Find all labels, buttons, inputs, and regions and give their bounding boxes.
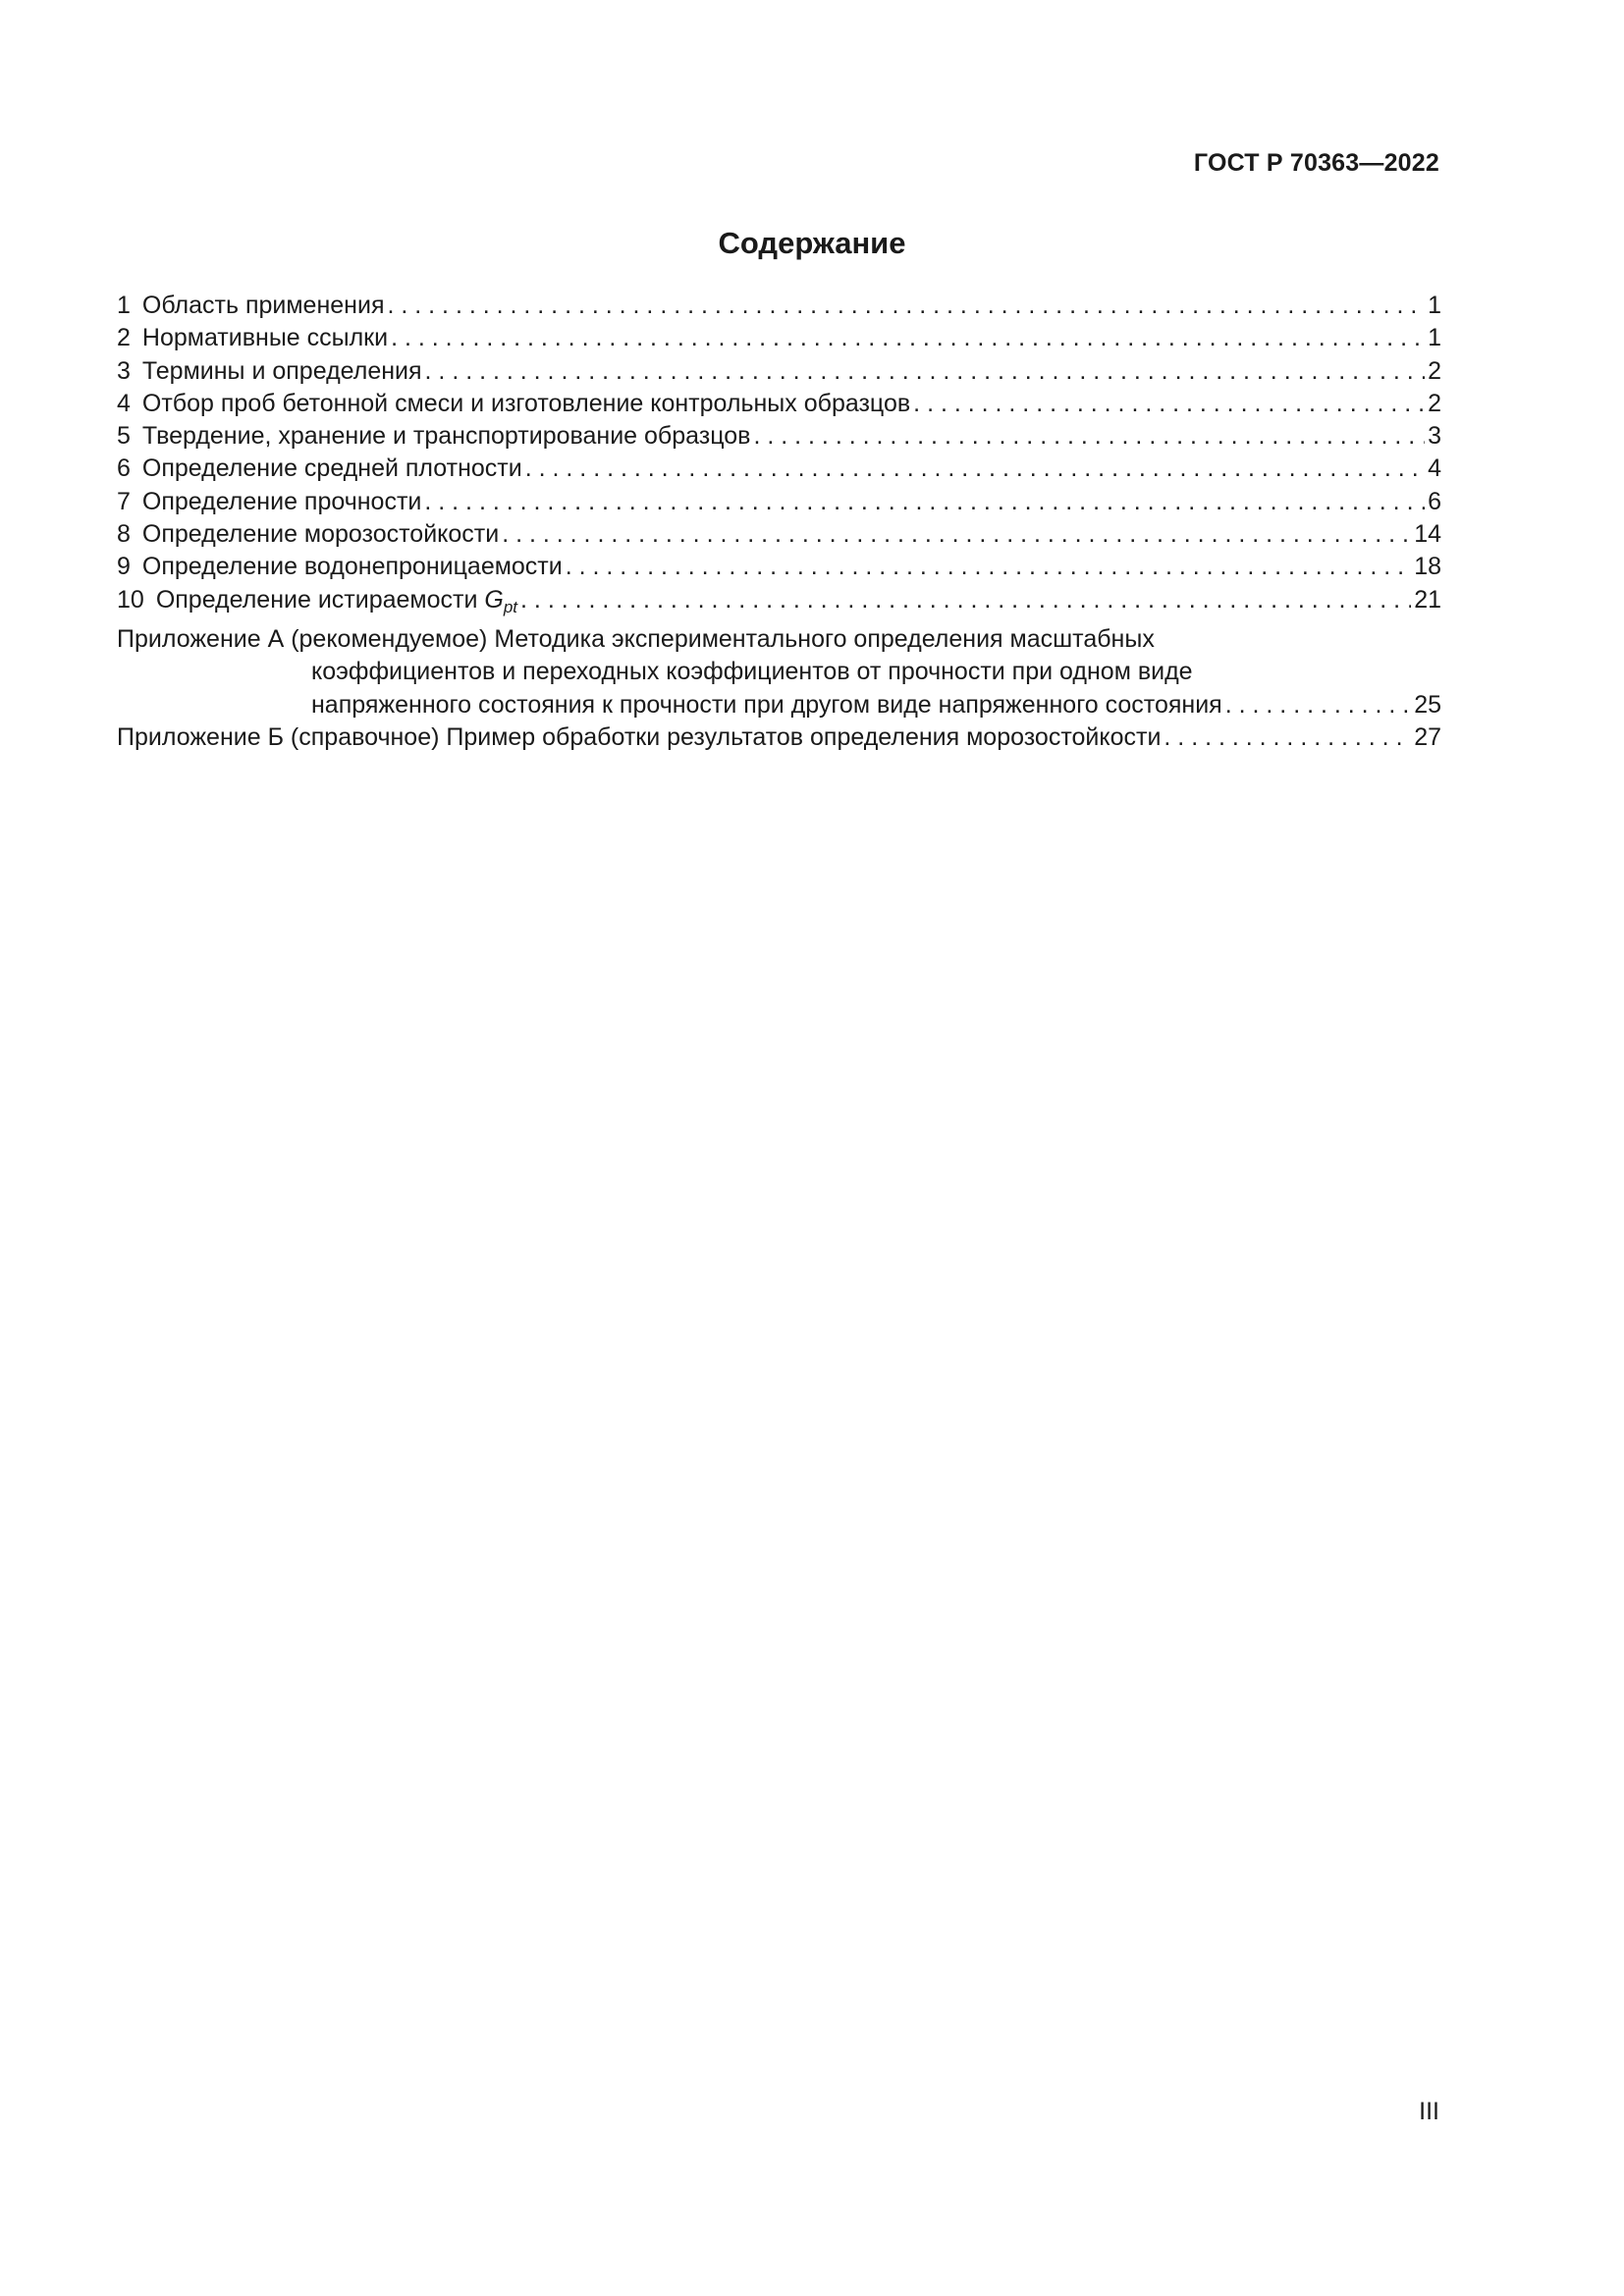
toc-page-number: 1 (1428, 292, 1441, 319)
dot-leader (525, 453, 1425, 485)
toc-item-text: 7 Определение прочности (117, 487, 422, 515)
toc-item-text: 2 Нормативные ссылки (117, 324, 389, 352)
dot-leader (1225, 689, 1411, 721)
symbol-g: G (484, 585, 504, 614)
toc-item-text: 4 Отбор проб бетонной смеси и изготовление контрольных образцов (117, 389, 911, 417)
toc-item-text: 1 Область применения (117, 292, 385, 319)
toc-item-7[interactable] (117, 486, 1441, 518)
toc-item-3[interactable] (117, 355, 1441, 388)
annex-b-text: Приложение Б (справочное) Пример обработки результатов определения морозостойкости (117, 722, 1162, 751)
toc-item-2[interactable] (117, 322, 1441, 354)
dot-leader (387, 290, 1425, 322)
toc-item-text: 3 Термины и определения (117, 356, 422, 385)
page-number: III (1419, 2098, 1439, 2125)
dot-leader (1164, 721, 1411, 754)
dot-leader (753, 420, 1425, 453)
toc-item-text: 9 Определение водонепроницаемости (117, 553, 563, 581)
dot-leader (425, 355, 1426, 388)
toc-item-text: 10 Определение истираемости $G_{pt}$ (117, 585, 518, 616)
toc-item-6[interactable] (117, 453, 1441, 485)
toc-page-number: 2 (1428, 389, 1441, 417)
toc-page-number: 4 (1428, 454, 1441, 483)
toc-item-text: 6 Определение средней плотности (117, 454, 522, 483)
dot-leader (502, 518, 1411, 551)
toc-page-number: 21 (1414, 585, 1441, 614)
toc-page-number: 6 (1428, 487, 1441, 515)
dot-leader (391, 322, 1425, 354)
annex-a-line-1: Приложение А (рекомендуемое) Методика экспериментального определения масштабных (117, 624, 1155, 653)
dot-leader (913, 388, 1425, 420)
symbol-subscript: pt (503, 597, 518, 616)
toc-item-text: 8 Определение морозостойкости (117, 520, 500, 549)
toc-annex-a[interactable] (117, 623, 1441, 721)
toc-item-10[interactable] (117, 584, 1441, 623)
toc-item-4[interactable] (117, 388, 1441, 420)
toc-annex-b[interactable] (117, 721, 1441, 754)
toc-item-text: 5 Твердение, хранение и транспортирование образцов (117, 422, 751, 451)
toc-item-8[interactable] (117, 518, 1441, 551)
annex-a-line-3: напряженного состояния к прочности при другом виде напряженного состояния (311, 690, 1222, 719)
page-title: Содержание (718, 226, 906, 260)
toc-page-number: 18 (1414, 553, 1441, 581)
toc-page-number: 14 (1414, 520, 1441, 549)
toc-page-number: 25 (1414, 690, 1441, 719)
doc-code: ГОСТ Р 70363—2022 (1193, 149, 1439, 177)
toc-page-number: 27 (1414, 722, 1441, 751)
toc-item-9[interactable] (117, 551, 1441, 583)
toc-item-5[interactable] (117, 420, 1441, 453)
dot-leader (566, 551, 1411, 583)
dot-leader (520, 584, 1411, 616)
annex-a-line-2: коэффициентов и переходных коэффициентов от прочности при одном виде (311, 658, 1193, 686)
dot-leader (424, 486, 1425, 518)
toc-page-number: 2 (1428, 356, 1441, 385)
toc-page-number: 3 (1428, 422, 1441, 451)
toc-page-number: 1 (1428, 324, 1441, 352)
toc-item-1[interactable] (117, 290, 1441, 322)
table-of-contents (117, 290, 1441, 754)
